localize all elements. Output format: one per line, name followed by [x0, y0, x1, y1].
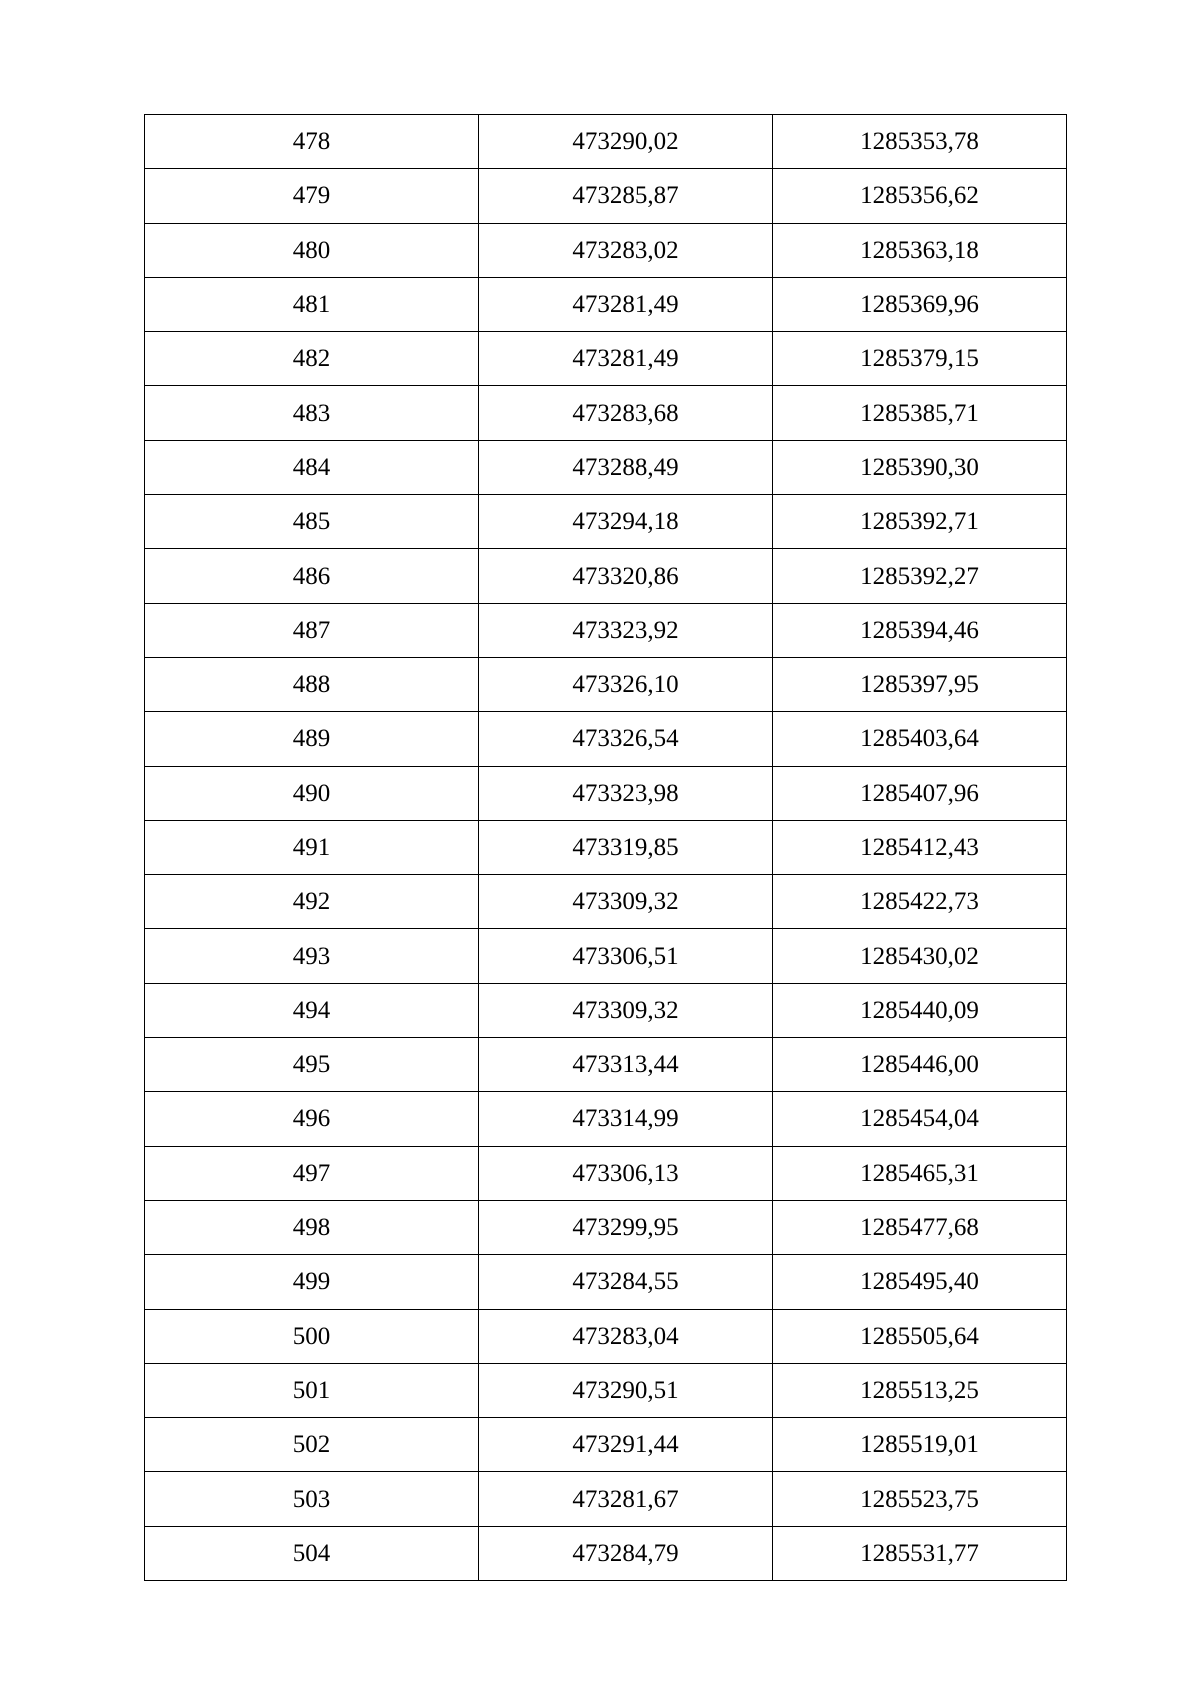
- point-number-cell: 499: [145, 1255, 479, 1309]
- y-coordinate-cell: 1285430,02: [773, 929, 1067, 983]
- x-coordinate-cell: 473285,87: [479, 169, 773, 223]
- table-row: [145, 277, 1067, 331]
- table-row: [145, 1309, 1067, 1363]
- table-row: [145, 820, 1067, 874]
- x-coordinate-cell: 473306,13: [479, 1146, 773, 1200]
- x-coordinate-cell: 473290,02: [479, 115, 773, 169]
- point-number-cell: 501: [145, 1363, 479, 1417]
- coordinates-table: [144, 114, 1067, 1581]
- x-coordinate-cell: 473319,85: [479, 820, 773, 874]
- y-coordinate-cell: 1285422,73: [773, 875, 1067, 929]
- x-coordinate-cell: 473281,49: [479, 277, 773, 331]
- y-coordinate-cell: 1285392,71: [773, 495, 1067, 549]
- x-coordinate-cell: 473323,92: [479, 603, 773, 657]
- point-number-cell: 487: [145, 603, 479, 657]
- x-coordinate-cell: 473299,95: [479, 1200, 773, 1254]
- y-coordinate-cell: 1285403,64: [773, 712, 1067, 766]
- y-coordinate-cell: 1285440,09: [773, 983, 1067, 1037]
- y-coordinate-cell: 1285390,30: [773, 440, 1067, 494]
- table-row: [145, 766, 1067, 820]
- y-coordinate-cell: 1285385,71: [773, 386, 1067, 440]
- table-row: [145, 440, 1067, 494]
- point-number-cell: 482: [145, 332, 479, 386]
- table-row: [145, 1363, 1067, 1417]
- x-coordinate-cell: 473290,51: [479, 1363, 773, 1417]
- table-row: [145, 657, 1067, 711]
- table-row: [145, 983, 1067, 1037]
- table-row: [145, 169, 1067, 223]
- y-coordinate-cell: 1285353,78: [773, 115, 1067, 169]
- table-row: [145, 332, 1067, 386]
- y-coordinate-cell: 1285446,00: [773, 1038, 1067, 1092]
- x-coordinate-cell: 473313,44: [479, 1038, 773, 1092]
- y-coordinate-cell: 1285412,43: [773, 820, 1067, 874]
- table-row: [145, 1472, 1067, 1526]
- point-number-cell: 497: [145, 1146, 479, 1200]
- y-coordinate-cell: 1285356,62: [773, 169, 1067, 223]
- y-coordinate-cell: 1285454,04: [773, 1092, 1067, 1146]
- y-coordinate-cell: 1285397,95: [773, 657, 1067, 711]
- x-coordinate-cell: 473294,18: [479, 495, 773, 549]
- point-number-cell: 484: [145, 440, 479, 494]
- point-number-cell: 483: [145, 386, 479, 440]
- y-coordinate-cell: 1285519,01: [773, 1418, 1067, 1472]
- y-coordinate-cell: 1285513,25: [773, 1363, 1067, 1417]
- x-coordinate-cell: 473281,49: [479, 332, 773, 386]
- x-coordinate-cell: 473283,04: [479, 1309, 773, 1363]
- point-number-cell: 495: [145, 1038, 479, 1092]
- x-coordinate-cell: 473309,32: [479, 983, 773, 1037]
- point-number-cell: 492: [145, 875, 479, 929]
- x-coordinate-cell: 473284,55: [479, 1255, 773, 1309]
- table-row: [145, 712, 1067, 766]
- point-number-cell: 502: [145, 1418, 479, 1472]
- y-coordinate-cell: 1285477,68: [773, 1200, 1067, 1254]
- x-coordinate-cell: 473326,54: [479, 712, 773, 766]
- y-coordinate-cell: 1285465,31: [773, 1146, 1067, 1200]
- x-coordinate-cell: 473283,02: [479, 223, 773, 277]
- table-row: [145, 875, 1067, 929]
- coordinates-table-body: [145, 115, 1067, 1581]
- point-number-cell: 485: [145, 495, 479, 549]
- point-number-cell: 478: [145, 115, 479, 169]
- point-number-cell: 486: [145, 549, 479, 603]
- point-number-cell: 500: [145, 1309, 479, 1363]
- y-coordinate-cell: 1285369,96: [773, 277, 1067, 331]
- x-coordinate-cell: 473326,10: [479, 657, 773, 711]
- table-row: [145, 1092, 1067, 1146]
- x-coordinate-cell: 473284,79: [479, 1526, 773, 1580]
- x-coordinate-cell: 473320,86: [479, 549, 773, 603]
- table-row: [145, 1255, 1067, 1309]
- point-number-cell: 488: [145, 657, 479, 711]
- x-coordinate-cell: 473306,51: [479, 929, 773, 983]
- point-number-cell: 494: [145, 983, 479, 1037]
- x-coordinate-cell: 473291,44: [479, 1418, 773, 1472]
- table-row: [145, 223, 1067, 277]
- x-coordinate-cell: 473314,99: [479, 1092, 773, 1146]
- table-row: [145, 495, 1067, 549]
- table-row: [145, 929, 1067, 983]
- point-number-cell: 498: [145, 1200, 479, 1254]
- point-number-cell: 490: [145, 766, 479, 820]
- table-row: [145, 1200, 1067, 1254]
- y-coordinate-cell: 1285505,64: [773, 1309, 1067, 1363]
- y-coordinate-cell: 1285363,18: [773, 223, 1067, 277]
- x-coordinate-cell: 473283,68: [479, 386, 773, 440]
- y-coordinate-cell: 1285379,15: [773, 332, 1067, 386]
- y-coordinate-cell: 1285407,96: [773, 766, 1067, 820]
- point-number-cell: 491: [145, 820, 479, 874]
- y-coordinate-cell: 1285394,46: [773, 603, 1067, 657]
- table-row: [145, 549, 1067, 603]
- table-row: [145, 1146, 1067, 1200]
- table-row: [145, 1526, 1067, 1580]
- table-row: [145, 1038, 1067, 1092]
- x-coordinate-cell: 473323,98: [479, 766, 773, 820]
- point-number-cell: 493: [145, 929, 479, 983]
- x-coordinate-cell: 473288,49: [479, 440, 773, 494]
- y-coordinate-cell: 1285495,40: [773, 1255, 1067, 1309]
- point-number-cell: 481: [145, 277, 479, 331]
- table-row: [145, 386, 1067, 440]
- point-number-cell: 479: [145, 169, 479, 223]
- y-coordinate-cell: 1285523,75: [773, 1472, 1067, 1526]
- point-number-cell: 489: [145, 712, 479, 766]
- y-coordinate-cell: 1285392,27: [773, 549, 1067, 603]
- point-number-cell: 496: [145, 1092, 479, 1146]
- table-row: [145, 603, 1067, 657]
- x-coordinate-cell: 473309,32: [479, 875, 773, 929]
- x-coordinate-cell: 473281,67: [479, 1472, 773, 1526]
- table-row: [145, 1418, 1067, 1472]
- point-number-cell: 480: [145, 223, 479, 277]
- table-row: [145, 115, 1067, 169]
- point-number-cell: 503: [145, 1472, 479, 1526]
- y-coordinate-cell: 1285531,77: [773, 1526, 1067, 1580]
- point-number-cell: 504: [145, 1526, 479, 1580]
